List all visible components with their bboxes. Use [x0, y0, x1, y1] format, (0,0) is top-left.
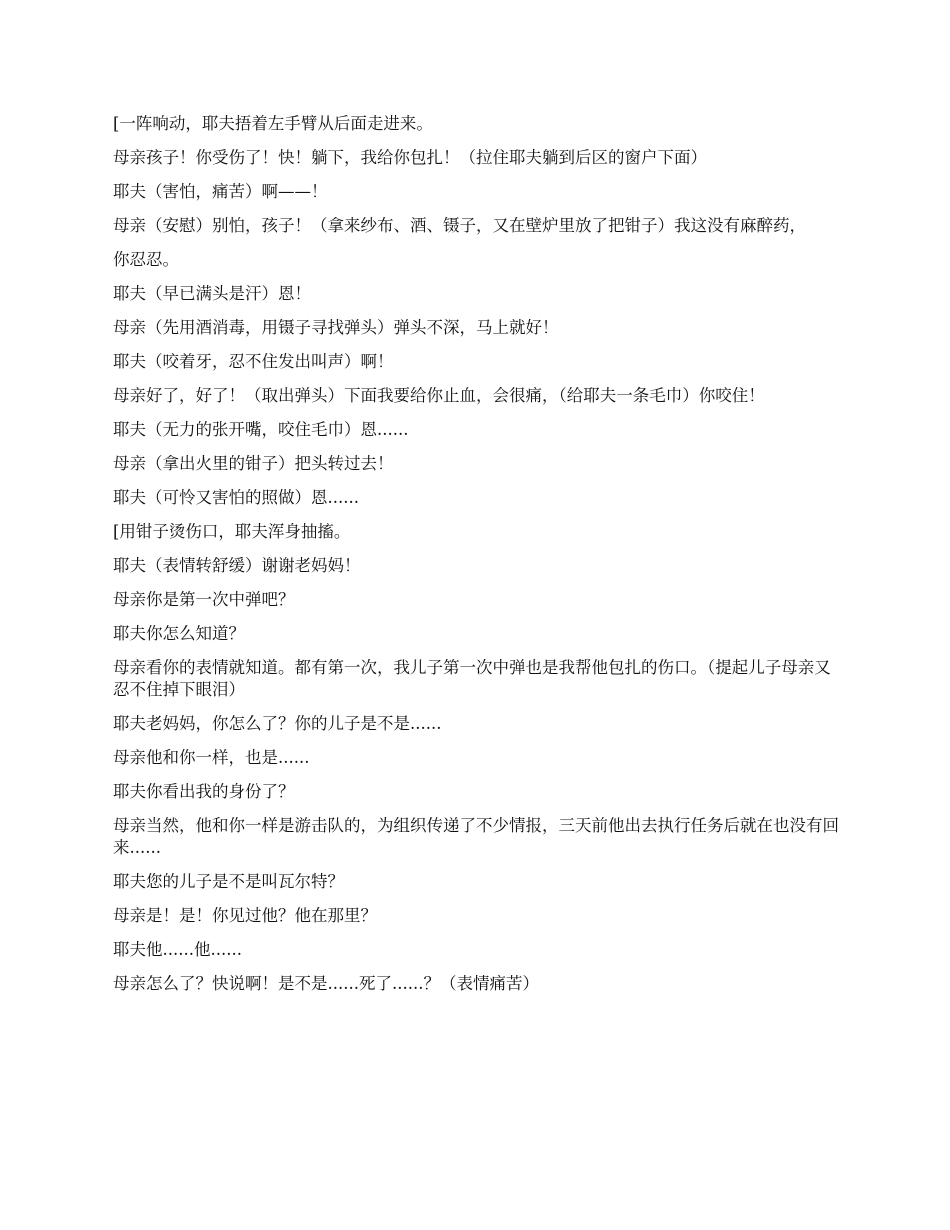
dialogue-line: 耶夫（表情转舒缓）谢谢老妈妈！	[113, 556, 361, 575]
dialogue-line: 母亲他和你一样，也是......	[113, 748, 310, 767]
dialogue-line: 母亲好了，好了！（取出弹头）下面我要给你止血，会很痛，（给耶夫一条毛巾）你咬住！	[113, 386, 765, 405]
dialogue-line: 耶夫你看出我的身份了？	[113, 782, 295, 801]
stage-direction: [用钳子烫伤口，耶夫浑身抽搐。	[113, 522, 351, 541]
dialogue-line: 母亲孩子！你受伤了！快！躺下，我给你包扎！（拉住耶夫躺到后区的窗户下面）	[113, 148, 707, 167]
stage-direction: [一阵响动，耶夫捂着左手臂从后面走进来。	[113, 114, 433, 133]
dialogue-line: 母亲怎么了？快说啊！是不是......死了......？（表情痛苦）	[113, 974, 539, 993]
document-page	[113, 113, 840, 1007]
dialogue-line: 耶夫老妈妈，你怎么了？你的儿子是不是......	[113, 714, 442, 733]
dialogue-line: 耶夫（无力的张开嘴，咬住毛巾）恩......	[113, 420, 409, 439]
dialogue-line: 耶夫（可怜又害怕的照做）恩......	[113, 488, 359, 507]
dialogue-line: 母亲看你的表情就知道。都有第一次，我儿子第一次中弹也是我帮他包扎的伤口。（提起儿子母亲又忍不住掉下眼泪）	[113, 658, 831, 699]
dialogue-line: 母亲（拿出火里的钳子）把头转过去！	[113, 454, 394, 473]
dialogue-line: 你忍忍。	[113, 250, 179, 269]
dialogue-line: 耶夫（早已满头是汗）恩！	[113, 284, 311, 303]
dialogue-line: 母亲你是第一次中弹吧？	[113, 590, 295, 609]
dialogue-line: 母亲当然，他和你一样是游击队的，为组织传递了不少情报，三天前他出去执行任务后就在也没有回来......	[113, 816, 839, 857]
dialogue-line: 耶夫您的儿子是不是叫瓦尔特？	[113, 872, 344, 891]
dialogue-line: 母亲（安慰）别怕，孩子！（拿来纱布、酒、镊子，又在壁炉里放了把钳子）我这没有麻醉药，	[113, 216, 806, 235]
dialogue-line: 耶夫他......他......	[113, 940, 242, 959]
dialogue-line: 耶夫（咬着牙，忍不住发出叫声）啊！	[113, 352, 394, 371]
dialogue-line: 耶夫你怎么知道？	[113, 624, 245, 643]
dialogue-line: 耶夫（害怕，痛苦）啊——！	[113, 182, 328, 201]
dialogue-line: 母亲是！是！你见过他？他在那里？	[113, 906, 377, 925]
dialogue-line: 母亲（先用酒消毒，用镊子寻找弹头）弹头不深，马上就好！	[113, 318, 559, 337]
